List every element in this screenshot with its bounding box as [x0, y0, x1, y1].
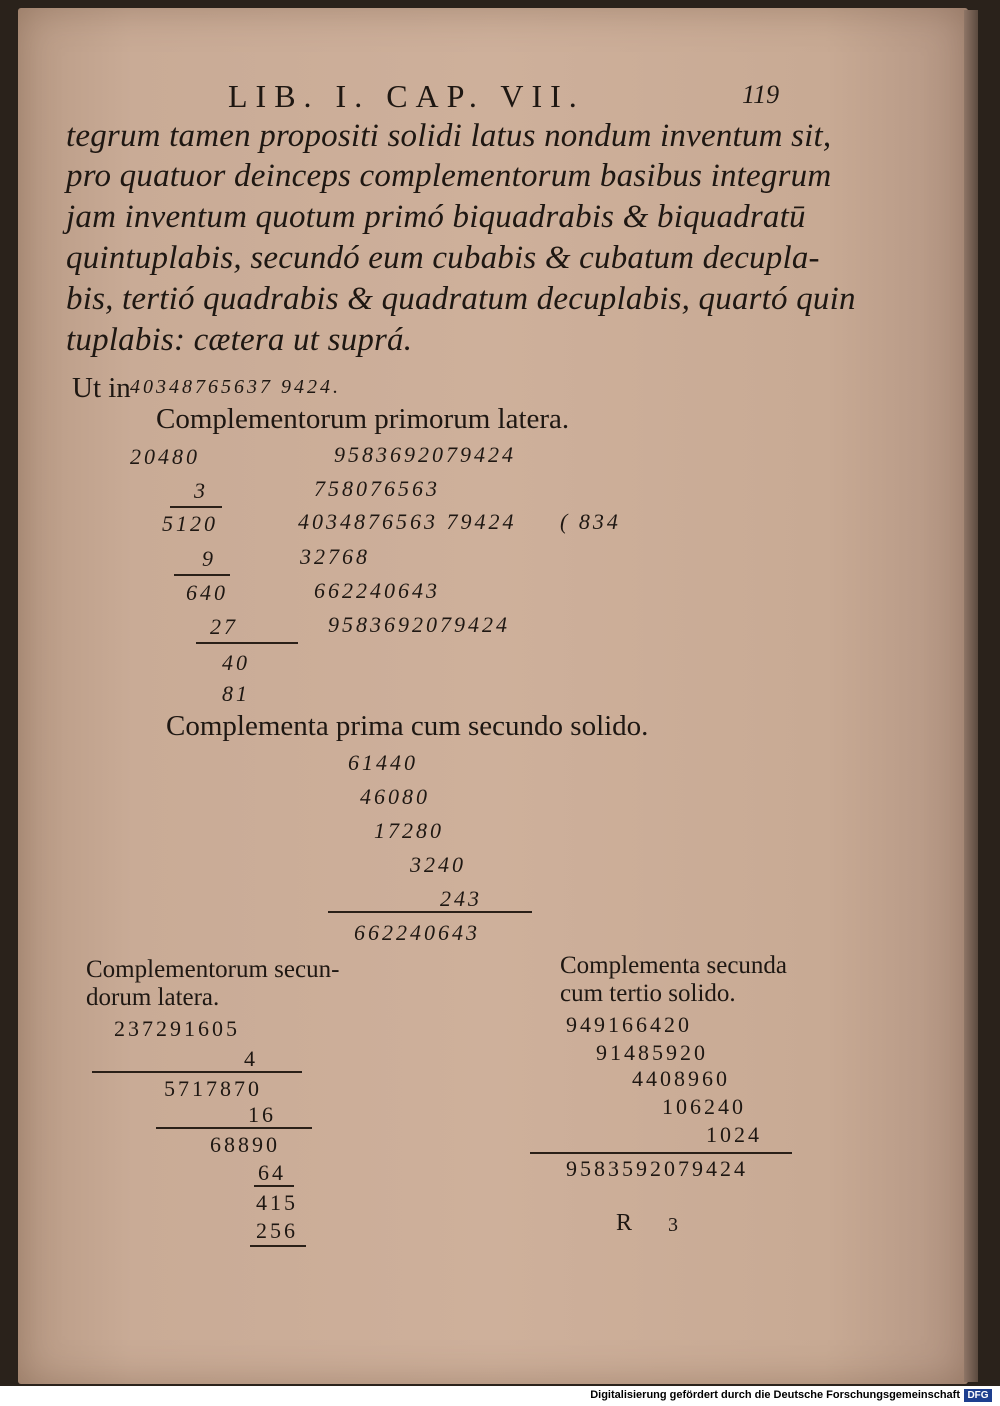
calc4-value: 106240 [662, 1094, 746, 1119]
calc1-left-value: 27 [210, 614, 238, 639]
signature-letter: R [616, 1210, 633, 1236]
calc4-total: 9583592079424 [566, 1156, 748, 1181]
text-line-3: jam inventum quotum primó biquadrabis & biquadratū [66, 199, 806, 235]
calc1-right-value: 9583692079424 [328, 612, 510, 637]
side-note: ( 834 [560, 509, 621, 534]
section4-heading-line2: cum tertio solido. [560, 980, 736, 1007]
calc3-value: 5717870 [164, 1076, 262, 1101]
folio-number: 119 [742, 80, 780, 109]
text-line-2: pro quatuor deinceps complementorum basibus integrum [66, 158, 832, 194]
section3-heading-line1: Complementorum secun- [86, 956, 340, 983]
running-head: LIB. I. CAP. VII. [228, 78, 585, 114]
calc2-total: 662240643 [354, 920, 480, 945]
calc1-right-value: 662240643 [314, 578, 440, 603]
calc1-rule [196, 642, 298, 644]
calc3-value: 4 [244, 1046, 258, 1071]
signature-number: 3 [668, 1214, 678, 1236]
section4-heading-line1: Complementa secunda [560, 952, 788, 979]
calc2-rule [328, 911, 532, 913]
calc1-left-value: 40 [222, 650, 250, 675]
section3-heading-line2: dorum latera. [86, 984, 220, 1011]
calc2-value: 243 [440, 886, 482, 911]
calc4-value: 4408960 [632, 1066, 730, 1091]
section2-heading: Complementa prima cum secundo solido. [166, 710, 649, 742]
calc1-rule [170, 506, 222, 508]
text-line-5: bis, tertió quadrabis & quadratum decuplabis, quartó quin [66, 281, 856, 317]
page-edge [964, 10, 978, 1382]
text-line-1: tegrum tamen propositi solidi latus nondum inventum sit, [66, 118, 832, 154]
calc1-left-value: 81 [222, 681, 250, 706]
text-line-4: quintuplabis, secundó eum cubabis & cubatum decupla- [66, 240, 820, 276]
calc1-left-value: 5120 [162, 511, 218, 536]
calc3-value: 16 [248, 1102, 276, 1127]
calc4-value: 949166420 [566, 1012, 692, 1037]
section1-heading: Complementorum primorum latera. [156, 403, 570, 435]
calc1-right-value: 9583692079424 [334, 442, 516, 467]
calc2-value: 17280 [374, 818, 444, 843]
calc1-left-value: 3 [194, 478, 208, 503]
calc1-right-value: 32768 [300, 544, 370, 569]
calc1-left-value: 20480 [130, 444, 200, 469]
calc3-rule [156, 1127, 312, 1129]
example-prefix: Ut in [72, 372, 131, 404]
calc2-value: 46080 [360, 784, 430, 809]
calc1-right-value: 4034876563 79424 [298, 509, 517, 534]
calc4-value: 91485920 [596, 1040, 708, 1065]
dfg-logo: DFG [964, 1389, 992, 1402]
calc2-value: 3240 [410, 852, 466, 877]
calc1-left-value: 640 [186, 580, 228, 605]
calc4-value: 1024 [706, 1122, 762, 1147]
text-line-6: tuplabis: cætera ut suprá. [66, 322, 413, 358]
calc3-value: 68890 [210, 1132, 280, 1157]
calc1-right-value: 758076563 [314, 476, 440, 501]
example-number: 40348765637 9424. [130, 376, 341, 398]
footer-credit: Digitalisierung gefördert durch die Deutsche Forschungsgemeinschaft [590, 1389, 960, 1401]
calc2-value: 61440 [348, 750, 418, 775]
calc4-rule [530, 1152, 792, 1154]
calc3-value: 256 [256, 1218, 298, 1243]
calc3-value: 415 [256, 1190, 298, 1215]
calc3-rule [92, 1071, 302, 1073]
calc3-rule [254, 1185, 294, 1187]
calc3-value: 64 [258, 1160, 286, 1185]
calc3-value: 237291605 [114, 1016, 240, 1041]
calc1-rule [174, 574, 230, 576]
calc1-left-value: 9 [202, 546, 216, 571]
calc3-rule [250, 1245, 306, 1247]
